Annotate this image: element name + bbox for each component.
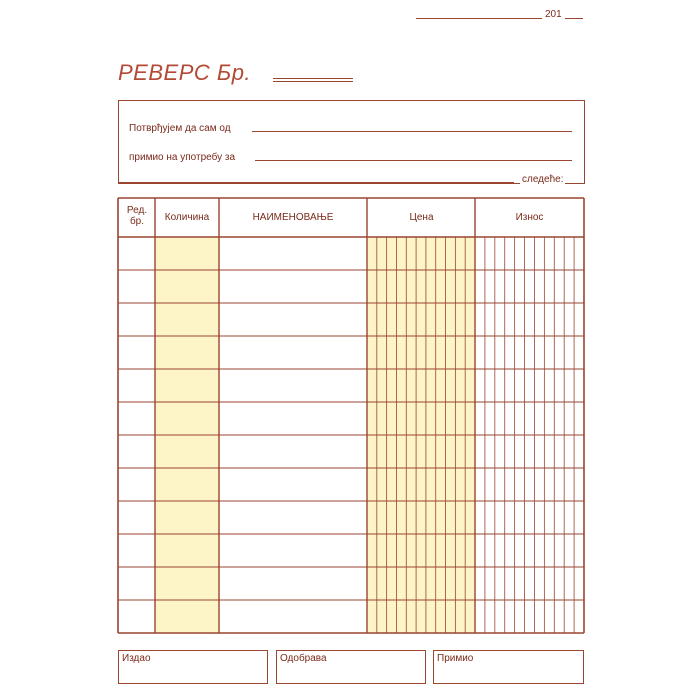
received-box[interactable] bbox=[433, 650, 584, 684]
issued-box[interactable] bbox=[118, 650, 268, 684]
document-title: РЕВЕРС Бр. bbox=[118, 60, 252, 85]
confirm-use-label: примио на употребу за bbox=[129, 152, 236, 163]
header-amount: Износ bbox=[515, 212, 544, 223]
header-quantity: Количина bbox=[164, 212, 210, 223]
approves-label: Одобрава bbox=[280, 653, 327, 664]
received-label: Примио bbox=[437, 653, 474, 664]
header-price: Цена bbox=[409, 212, 434, 223]
confirm-following-label: следеће: bbox=[522, 174, 564, 185]
issued-label: Издао bbox=[122, 653, 151, 664]
header-row-no: Ред. бр. bbox=[126, 205, 148, 227]
approves-box[interactable] bbox=[276, 650, 426, 684]
confirm-from-label: Потврђујем да сам од bbox=[129, 123, 231, 134]
year-prefix: 201 bbox=[545, 9, 562, 20]
header-name: НАИМЕНОВАЊЕ bbox=[252, 212, 334, 223]
